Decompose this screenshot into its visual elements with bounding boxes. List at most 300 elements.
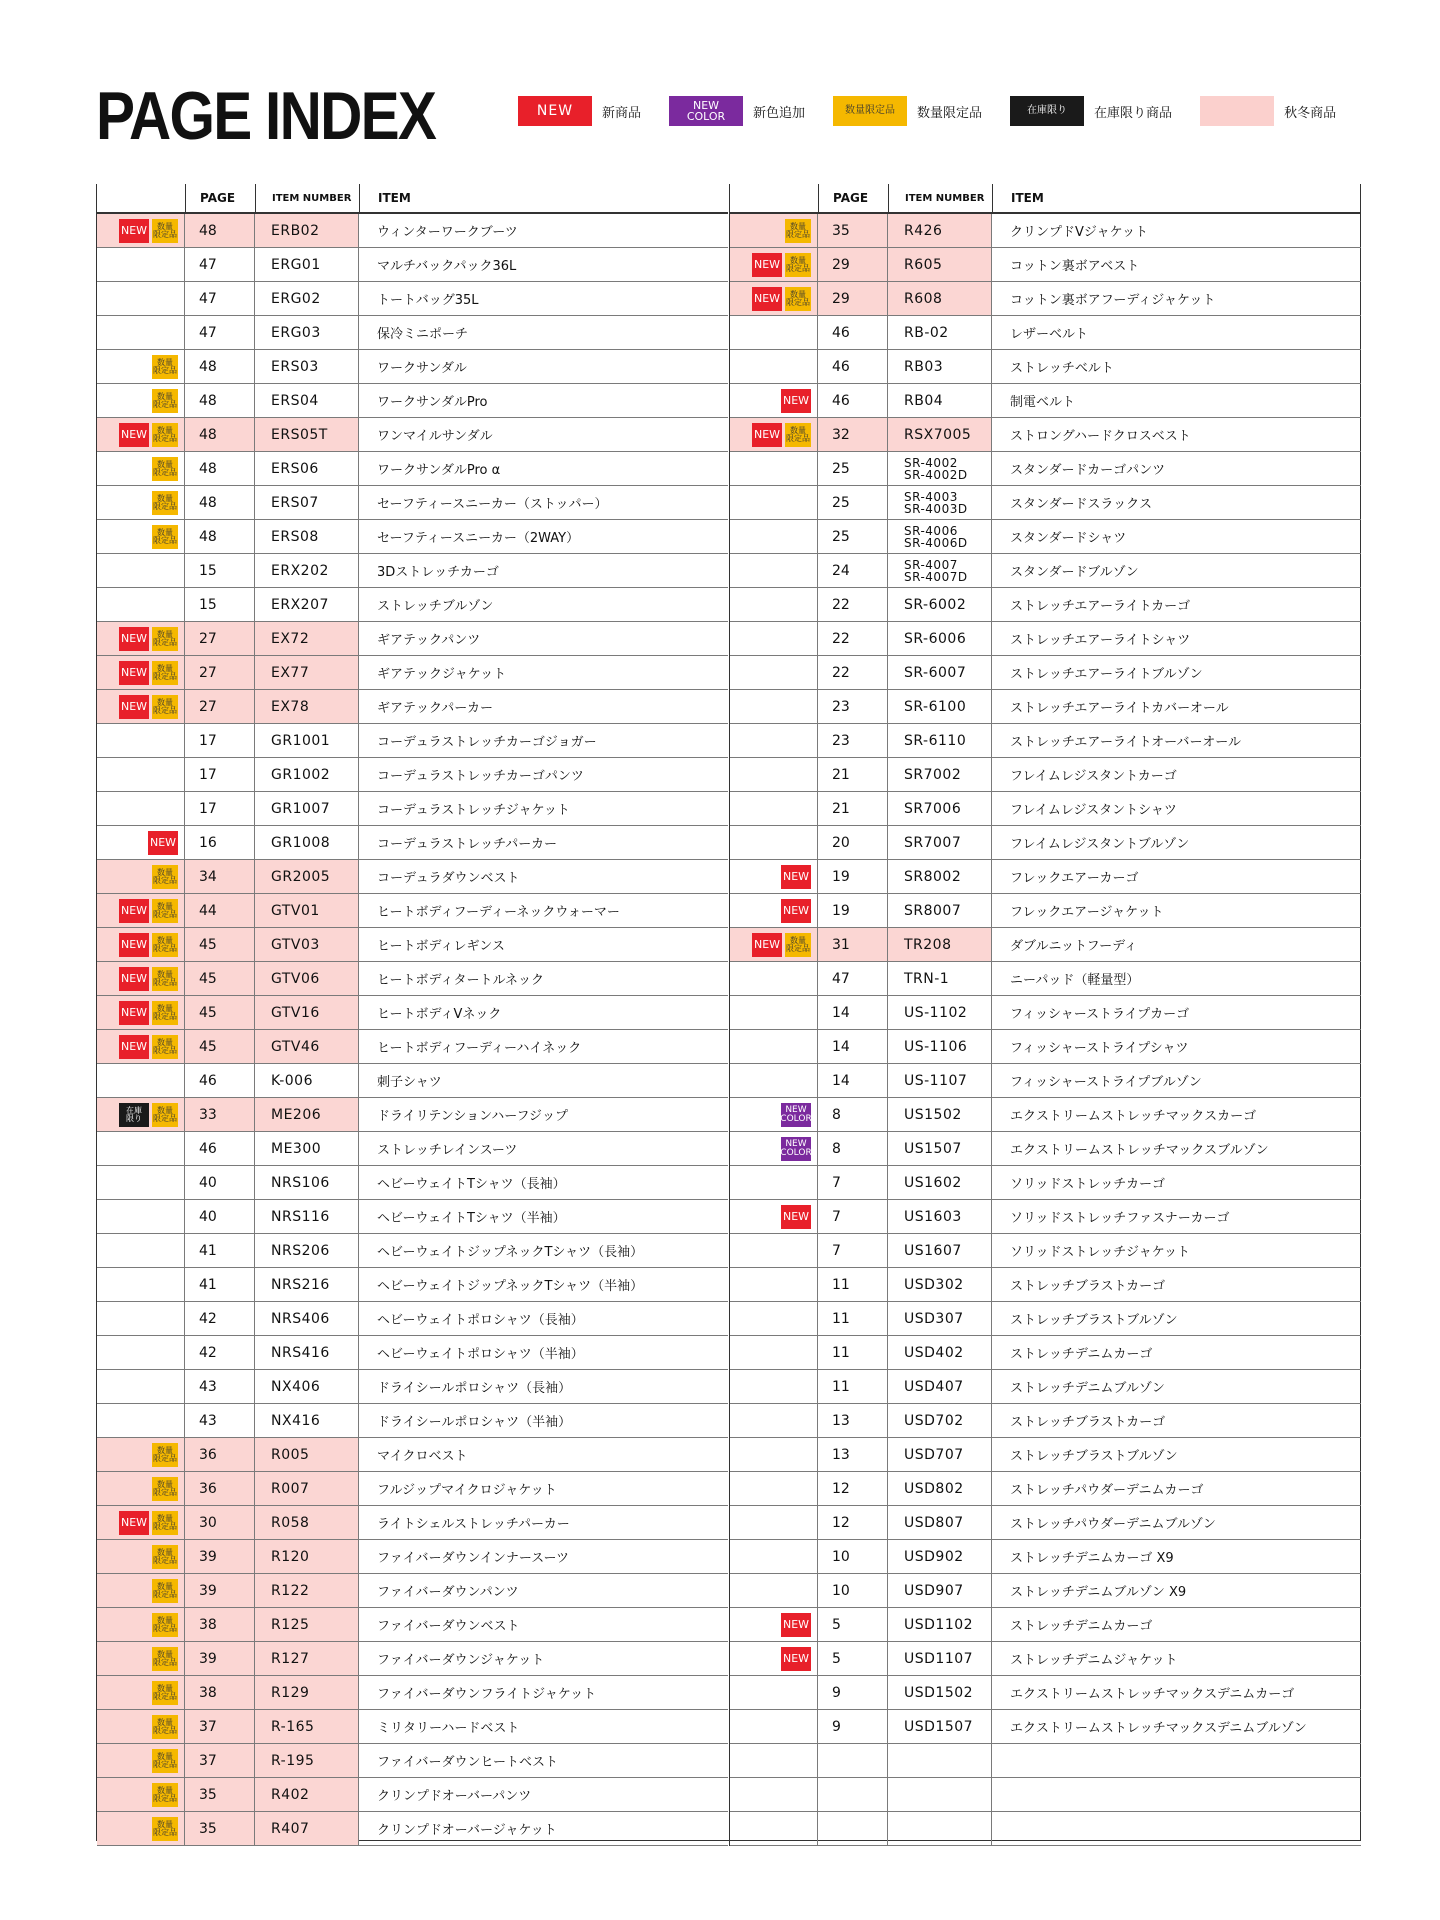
badge-cell bbox=[730, 316, 818, 349]
left-rows bbox=[97, 214, 728, 1846]
item-name: ストレッチブルゾン bbox=[377, 599, 494, 614]
table-row bbox=[730, 1302, 1361, 1336]
badge-cell bbox=[730, 452, 818, 485]
limited-badge: 数量 限定品 bbox=[152, 865, 178, 889]
badge-cell bbox=[730, 1540, 818, 1573]
badge-cell bbox=[97, 1540, 185, 1573]
item-name: ストレッチデニムカーゴ X9 bbox=[1010, 1551, 1174, 1566]
item-name: コーデュラストレッチパーカー bbox=[377, 837, 558, 852]
item-number: GTV16 bbox=[255, 996, 359, 1029]
item-name: エクストリームストレッチマックスブルゾン bbox=[1010, 1143, 1269, 1158]
table-row bbox=[97, 894, 728, 928]
item-number: SR-6006 bbox=[888, 622, 992, 655]
limited-badge: 数量 限定品 bbox=[152, 1477, 178, 1501]
page-number: 14 bbox=[818, 1064, 888, 1097]
table-row bbox=[97, 1336, 728, 1370]
page-number: 36 bbox=[185, 1472, 255, 1505]
table-row bbox=[97, 214, 728, 248]
legend-swatch-new: NEW bbox=[518, 96, 592, 126]
limited-badge: 数量 限定品 bbox=[152, 1035, 178, 1059]
badge-cell bbox=[730, 1370, 818, 1403]
badge-cell bbox=[97, 962, 185, 995]
page-number: 48 bbox=[185, 418, 255, 451]
item-number: NX416 bbox=[255, 1404, 359, 1437]
badge-cell bbox=[97, 1336, 185, 1369]
item-name: ファイバーダウンベスト bbox=[377, 1619, 520, 1634]
badge-cell bbox=[730, 1234, 818, 1267]
item-name: ドライシールポロシャツ（長袖） bbox=[377, 1381, 572, 1396]
item-number: US-1102 bbox=[888, 996, 992, 1029]
table-row bbox=[97, 1676, 728, 1710]
page-number: 44 bbox=[185, 894, 255, 927]
item-number: R426 bbox=[888, 214, 992, 247]
limited-badge: 数量 限定品 bbox=[152, 491, 178, 515]
badge-cell bbox=[97, 452, 185, 485]
header-badge-cell bbox=[97, 184, 186, 212]
table-row bbox=[730, 316, 1361, 350]
table-row bbox=[730, 1472, 1361, 1506]
table-row bbox=[97, 486, 728, 520]
item-number: US1507 bbox=[888, 1132, 992, 1165]
item-name: ストレッチエアーライトカーゴ bbox=[1010, 599, 1191, 614]
badge-cell bbox=[730, 1098, 818, 1131]
item-number: ERS06 bbox=[255, 452, 359, 485]
item-number: SR-4007 SR-4007D bbox=[888, 554, 992, 587]
table-row bbox=[730, 1642, 1361, 1676]
item-name: ファイバーダウンインナースーツ bbox=[377, 1551, 570, 1566]
badge-cell bbox=[730, 860, 818, 893]
limited-badge: 数量 限定品 bbox=[152, 423, 178, 447]
table-row bbox=[97, 1540, 728, 1574]
page-number: 35 bbox=[185, 1812, 255, 1845]
item-name: フィッシャーストライプカーゴ bbox=[1010, 1007, 1190, 1022]
new-badge: NEW bbox=[752, 933, 782, 957]
limited-badge: 数量 限定品 bbox=[152, 661, 178, 685]
item-number: NX406 bbox=[255, 1370, 359, 1403]
page-number: 33 bbox=[185, 1098, 255, 1131]
header-row bbox=[730, 184, 1361, 214]
item-name: ダブルニットフーディ bbox=[1010, 939, 1138, 954]
item-number: US1602 bbox=[888, 1166, 992, 1199]
page-number: 9 bbox=[818, 1710, 888, 1743]
table-row bbox=[97, 1438, 728, 1472]
item-name: スタンダードシャツ bbox=[1010, 531, 1127, 546]
table-row bbox=[730, 350, 1361, 384]
badge-cell bbox=[97, 656, 185, 689]
item-number: SR-4003 SR-4003D bbox=[888, 486, 992, 519]
badge-cell bbox=[97, 554, 185, 587]
item-number: GR1002 bbox=[255, 758, 359, 791]
limited-badge: 数量 限定品 bbox=[152, 1001, 178, 1025]
table-row bbox=[97, 1064, 728, 1098]
page-number: 41 bbox=[185, 1268, 255, 1301]
left-column bbox=[97, 184, 728, 1846]
item-name: フレイムレジスタントカーゴ bbox=[1010, 769, 1177, 784]
page-number: 46 bbox=[185, 1064, 255, 1097]
new-badge: NEW bbox=[119, 627, 149, 651]
new-badge: NEW bbox=[752, 423, 782, 447]
page-number: 9 bbox=[818, 1676, 888, 1709]
limited-badge: 数量 限定品 bbox=[152, 1647, 178, 1671]
page-number: 46 bbox=[818, 316, 888, 349]
badge-cell bbox=[97, 1574, 185, 1607]
page-number: 47 bbox=[818, 962, 888, 995]
item-name: ヒートボディフーディーハイネック bbox=[377, 1041, 582, 1056]
item-name: クリンプドオーバージャケット bbox=[377, 1823, 557, 1838]
limited-badge: 数量 限定品 bbox=[152, 695, 178, 719]
item-name: ヒートボディVネック bbox=[377, 1007, 502, 1022]
new-badge: NEW bbox=[148, 831, 178, 855]
item-number: USD307 bbox=[888, 1302, 992, 1335]
item-name: ストレッチブラストカーゴ bbox=[1010, 1415, 1166, 1430]
page-number: 25 bbox=[818, 486, 888, 519]
new-badge: NEW bbox=[119, 1001, 149, 1025]
page-number: 27 bbox=[185, 656, 255, 689]
item-name: スタンダードブルゾン bbox=[1010, 565, 1139, 580]
page-number: 36 bbox=[185, 1438, 255, 1471]
table-row bbox=[97, 690, 728, 724]
badge-cell bbox=[97, 1778, 185, 1811]
page-number: 37 bbox=[185, 1744, 255, 1777]
badge-cell bbox=[730, 962, 818, 995]
item-name: フィッシャーストライプブルゾン bbox=[1010, 1075, 1202, 1090]
legend-item-newcolor bbox=[669, 96, 805, 126]
badge-cell bbox=[97, 1064, 185, 1097]
page-number: 14 bbox=[818, 1030, 888, 1063]
item-number: R407 bbox=[255, 1812, 359, 1845]
item-name: ストレッチブラストブルゾン bbox=[1010, 1449, 1178, 1464]
header-item-number: ITEM NUMBER bbox=[889, 184, 993, 212]
legend-item-new bbox=[518, 96, 641, 126]
badge-cell bbox=[97, 758, 185, 791]
item-name: ドライシールポロシャツ（半袖） bbox=[377, 1415, 572, 1430]
item-number: ERG02 bbox=[255, 282, 359, 315]
new-badge: NEW bbox=[119, 661, 149, 685]
page-number: 45 bbox=[185, 962, 255, 995]
table-row bbox=[97, 1030, 728, 1064]
page-number: 13 bbox=[818, 1438, 888, 1471]
item-name: エクストリームストレッチマックスカーゴ bbox=[1010, 1109, 1257, 1124]
badge-cell bbox=[97, 996, 185, 1029]
table-row bbox=[730, 996, 1361, 1030]
table-row bbox=[97, 1812, 728, 1846]
page-number: 13 bbox=[818, 1404, 888, 1437]
page-number: 38 bbox=[185, 1676, 255, 1709]
badge-cell bbox=[730, 1438, 818, 1471]
item-name: ストレッチブラストブルゾン bbox=[1010, 1313, 1178, 1328]
badge-cell bbox=[730, 1064, 818, 1097]
table-row bbox=[730, 1574, 1361, 1608]
page-number: 29 bbox=[818, 248, 888, 281]
item-number: ERG01 bbox=[255, 248, 359, 281]
badge-cell bbox=[730, 1574, 818, 1607]
new-badge: NEW bbox=[781, 389, 811, 413]
table-row bbox=[730, 1132, 1361, 1166]
item-name: ファイバーダウンパンツ bbox=[377, 1585, 519, 1600]
badge-cell bbox=[97, 1676, 185, 1709]
table-row bbox=[730, 724, 1361, 758]
page-number: 46 bbox=[818, 350, 888, 383]
item-name: ストレッチエアーライトブルゾン bbox=[1010, 667, 1203, 682]
table-row bbox=[730, 1098, 1361, 1132]
badge-cell bbox=[730, 1302, 818, 1335]
item-number: RB03 bbox=[888, 350, 992, 383]
header-row bbox=[97, 184, 728, 214]
table-row bbox=[97, 1370, 728, 1404]
badge-cell bbox=[97, 894, 185, 927]
item-name: ヒートボディタートルネック bbox=[377, 973, 545, 988]
table-row bbox=[730, 928, 1361, 962]
table-row bbox=[730, 1608, 1361, 1642]
page-number: 24 bbox=[818, 554, 888, 587]
badge-cell bbox=[730, 1710, 818, 1743]
badge-cell bbox=[97, 1710, 185, 1743]
badge-cell bbox=[730, 724, 818, 757]
new-badge: NEW bbox=[781, 865, 811, 889]
item-name: コーデュラダウンベスト bbox=[377, 871, 520, 886]
limited-badge: 数量 限定品 bbox=[152, 1511, 178, 1535]
item-name: ストレッチパウダーデニムカーゴ bbox=[1010, 1483, 1204, 1498]
limited-badge: 数量 限定品 bbox=[785, 253, 811, 277]
page-number: 15 bbox=[185, 588, 255, 621]
new-badge: NEW bbox=[752, 287, 782, 311]
item-number: ERB02 bbox=[255, 214, 359, 247]
page-number: 41 bbox=[185, 1234, 255, 1267]
limited-badge: 数量 限定品 bbox=[152, 525, 178, 549]
legend-item-autumn bbox=[1200, 96, 1336, 126]
item-name: ライトシェルストレッチパーカー bbox=[377, 1517, 570, 1532]
item-number: USD1507 bbox=[888, 1710, 992, 1743]
page-number: 27 bbox=[185, 622, 255, 655]
item-name: セーフティースニーカー（2WAY） bbox=[377, 531, 580, 546]
item-name: ギアテックパンツ bbox=[377, 633, 481, 648]
table-row bbox=[97, 248, 728, 282]
header-page: PAGE bbox=[819, 184, 889, 212]
page-number: 35 bbox=[818, 214, 888, 247]
page-number: 7 bbox=[818, 1200, 888, 1233]
item-name: ヘビーウェイトジップネックTシャツ（長袖） bbox=[377, 1245, 644, 1260]
item-name: ストレッチデニムカーゴ bbox=[1010, 1347, 1153, 1362]
item-number: R-165 bbox=[255, 1710, 359, 1743]
item-name: コーデュラストレッチカーゴジョガー bbox=[377, 735, 597, 750]
page-number: 43 bbox=[185, 1404, 255, 1437]
badge-cell bbox=[730, 1608, 818, 1641]
item-number: SR8002 bbox=[888, 860, 992, 893]
table-row bbox=[730, 282, 1361, 316]
table-row bbox=[730, 1064, 1361, 1098]
limited-badge: 数量 限定品 bbox=[152, 1715, 178, 1739]
table-row bbox=[97, 282, 728, 316]
badge-cell bbox=[730, 826, 818, 859]
new-badge: NEW bbox=[119, 933, 149, 957]
page-number: 12 bbox=[818, 1472, 888, 1505]
legend-swatch-stock: 在庫限り bbox=[1010, 96, 1084, 126]
table-row bbox=[97, 1608, 728, 1642]
table-row bbox=[97, 1506, 728, 1540]
page-number: 31 bbox=[818, 928, 888, 961]
table-row bbox=[97, 520, 728, 554]
item-number: ME206 bbox=[255, 1098, 359, 1131]
page-number: 15 bbox=[185, 554, 255, 587]
legend-label: 新色追加 bbox=[753, 105, 806, 121]
page-number: 43 bbox=[185, 1370, 255, 1403]
badge-cell bbox=[97, 1404, 185, 1437]
item-number: SR7007 bbox=[888, 826, 992, 859]
table-row bbox=[97, 554, 728, 588]
item-name: ストレッチエアーライトシャツ bbox=[1010, 633, 1191, 648]
badge-cell bbox=[97, 622, 185, 655]
item-name: ストレッチエアーライトカバーオール bbox=[1010, 701, 1229, 716]
page-number: 23 bbox=[818, 724, 888, 757]
page-number: 38 bbox=[185, 1608, 255, 1641]
item-name: ギアテックジャケット bbox=[377, 667, 507, 682]
right-rows bbox=[730, 214, 1361, 1846]
header-page: PAGE bbox=[186, 184, 256, 212]
item-name: ファイバーダウンヒートベスト bbox=[377, 1755, 558, 1770]
item-name: エクストリームストレッチマックスデニムブルゾン bbox=[1010, 1721, 1307, 1736]
table-row bbox=[97, 384, 728, 418]
new-badge: NEW bbox=[119, 695, 149, 719]
table-row bbox=[730, 1268, 1361, 1302]
item-name: ヘビーウェイトジップネックTシャツ（半袖） bbox=[377, 1279, 644, 1294]
page-number: 47 bbox=[185, 316, 255, 349]
page-number: 30 bbox=[185, 1506, 255, 1539]
item-name: 制電ベルト bbox=[1010, 395, 1076, 410]
item-name: コットン裏ボアフーディジャケット bbox=[1010, 293, 1216, 308]
new-badge: NEW bbox=[119, 1035, 149, 1059]
page-number: 42 bbox=[185, 1336, 255, 1369]
item-number: USD807 bbox=[888, 1506, 992, 1539]
page-number: 8 bbox=[818, 1098, 888, 1131]
item-name: ワークサンダルPro bbox=[377, 395, 488, 410]
table-row bbox=[97, 928, 728, 962]
limited-badge: 数量 限定品 bbox=[785, 219, 811, 243]
item-number: ERS04 bbox=[255, 384, 359, 417]
item-number: GTV01 bbox=[255, 894, 359, 927]
page-number: 39 bbox=[185, 1574, 255, 1607]
item-number: GR1008 bbox=[255, 826, 359, 859]
header-item-number: ITEM NUMBER bbox=[256, 184, 360, 212]
page-number: 42 bbox=[185, 1302, 255, 1335]
page-number: 10 bbox=[818, 1574, 888, 1607]
page-number bbox=[818, 1778, 888, 1811]
item-name: マルチバックパック36L bbox=[377, 259, 517, 274]
table-row bbox=[730, 214, 1361, 248]
new-badge: NEW bbox=[781, 1613, 811, 1637]
item-name: ストレッチレインスーツ bbox=[377, 1143, 518, 1158]
table-row bbox=[730, 690, 1361, 724]
page-number: 12 bbox=[818, 1506, 888, 1539]
page-number: 17 bbox=[185, 792, 255, 825]
table-row bbox=[97, 1268, 728, 1302]
item-name: スタンダードカーゴパンツ bbox=[1010, 463, 1166, 478]
item-name: コーデュラストレッチジャケット bbox=[377, 803, 570, 818]
item-number: SR-6100 bbox=[888, 690, 992, 723]
table-row bbox=[730, 248, 1361, 282]
page-number: 39 bbox=[185, 1540, 255, 1573]
badge-cell bbox=[97, 1744, 185, 1777]
badge-cell bbox=[97, 826, 185, 859]
table-row bbox=[730, 418, 1361, 452]
item-number: USD902 bbox=[888, 1540, 992, 1573]
item-number: ME300 bbox=[255, 1132, 359, 1165]
page-number: 23 bbox=[818, 690, 888, 723]
page-number: 27 bbox=[185, 690, 255, 723]
page-number: 48 bbox=[185, 350, 255, 383]
table-row bbox=[730, 758, 1361, 792]
table-row bbox=[97, 622, 728, 656]
item-name bbox=[992, 1744, 1361, 1777]
new-badge: NEW bbox=[781, 1205, 811, 1229]
badge-cell bbox=[97, 350, 185, 383]
badge-cell bbox=[730, 248, 818, 281]
item-name: コットン裏ボアベスト bbox=[1010, 259, 1140, 274]
item-number: NRS116 bbox=[255, 1200, 359, 1233]
legend-swatch-limited: 数量限定品 bbox=[833, 96, 907, 126]
item-name: ストレッチベルト bbox=[1010, 361, 1114, 376]
table-row bbox=[730, 656, 1361, 690]
item-name: フィッシャーストライプシャツ bbox=[1010, 1041, 1189, 1056]
item-name: ヒートボディフーディーネックウォーマー bbox=[377, 905, 620, 920]
badge-cell bbox=[97, 1234, 185, 1267]
item-name: フルジップマイクロジャケット bbox=[377, 1483, 557, 1498]
item-name: ウィンターワークブーツ bbox=[377, 225, 518, 240]
item-number: NRS106 bbox=[255, 1166, 359, 1199]
table-row bbox=[730, 962, 1361, 996]
item-number: ERS07 bbox=[255, 486, 359, 519]
badge-cell bbox=[730, 1778, 818, 1811]
item-number: USD1502 bbox=[888, 1676, 992, 1709]
item-number: R127 bbox=[255, 1642, 359, 1675]
badge-cell bbox=[97, 1370, 185, 1403]
table-row bbox=[730, 1200, 1361, 1234]
item-number: US-1106 bbox=[888, 1030, 992, 1063]
limited-badge: 数量 限定品 bbox=[152, 1749, 178, 1773]
badge-cell bbox=[97, 1132, 185, 1165]
page-number: 7 bbox=[818, 1234, 888, 1267]
item-number: SR7006 bbox=[888, 792, 992, 825]
table-row bbox=[730, 1336, 1361, 1370]
table-row bbox=[730, 1676, 1361, 1710]
page-number: 8 bbox=[818, 1132, 888, 1165]
badge-cell bbox=[97, 1200, 185, 1233]
page-number: 11 bbox=[818, 1336, 888, 1369]
page-number: 19 bbox=[818, 894, 888, 927]
table-row bbox=[730, 486, 1361, 520]
item-number: NRS406 bbox=[255, 1302, 359, 1335]
page-title: PAGE INDEX bbox=[96, 78, 436, 154]
page-number: 17 bbox=[185, 758, 255, 791]
badge-cell bbox=[730, 1336, 818, 1369]
badge-cell bbox=[97, 214, 185, 247]
badge-cell bbox=[97, 792, 185, 825]
item-number: SR8007 bbox=[888, 894, 992, 927]
badge-cell bbox=[730, 1030, 818, 1063]
badge-cell bbox=[730, 486, 818, 519]
item-number: TR208 bbox=[888, 928, 992, 961]
page-number: 11 bbox=[818, 1302, 888, 1335]
item-number: US1502 bbox=[888, 1098, 992, 1131]
page-number: 5 bbox=[818, 1608, 888, 1641]
item-number: USD402 bbox=[888, 1336, 992, 1369]
page-number: 48 bbox=[185, 520, 255, 553]
new-badge: NEW bbox=[119, 1511, 149, 1535]
page-number: 29 bbox=[818, 282, 888, 315]
legend bbox=[518, 96, 1336, 126]
legend-label: 在庫限り商品 bbox=[1094, 105, 1173, 121]
badge-cell bbox=[97, 1302, 185, 1335]
item-name: トートバッグ35L bbox=[377, 293, 479, 308]
